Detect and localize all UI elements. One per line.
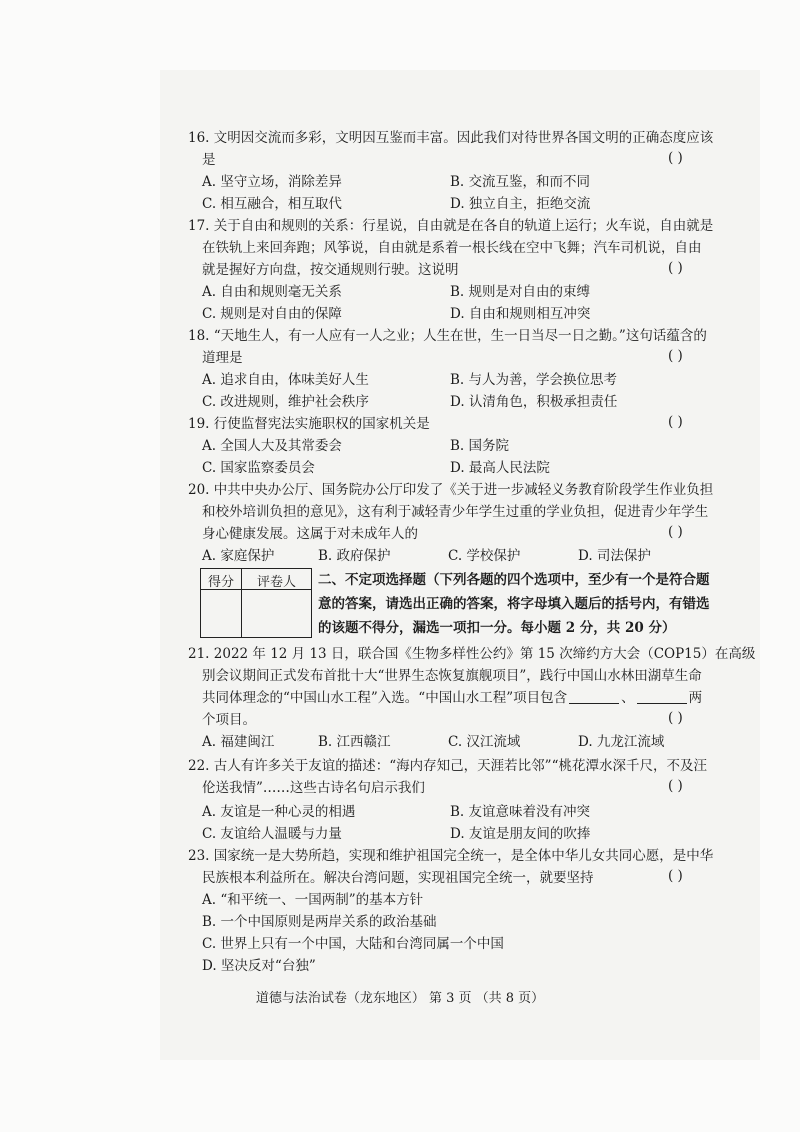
q21-option-c: C. 汉江流域 [448, 734, 521, 750]
q17-stem-line1: 17. 关于自由和规则的关系：行星说，自由就是在各自的轨道上运行；火车说，自由就是 [188, 218, 714, 234]
q23-option-b: B. 一个中国原则是两岸关系的政治基础 [202, 914, 437, 930]
q23-answer-paren: ( ) [668, 868, 683, 884]
q18-option-d: D. 认清角色，积极承担责任 [450, 394, 618, 410]
q23-stem-line2: 民族根本利益所在。解决台湾问题，实现祖国完全统一，就要坚持 [202, 870, 594, 886]
q19-option-d: D. 最高人民法院 [450, 460, 550, 476]
q19-option-a: A. 全国人大及其常委会 [202, 438, 342, 454]
q23-option-a: A. “和平统一、一国两制”的基本方针 [202, 892, 424, 908]
section2-line2: 意的答案，请选出正确的答案，将字母填入题后的括号内，有错选 [318, 596, 710, 612]
q23-stem-line1: 23. 国家统一是大势所趋，实现和维护祖国完全统一，是全体中华儿女共同心愿，是中华 [188, 848, 714, 864]
q18-stem-line1: 18. “天地生人，有一人应有一人之业；人生在世，生一日当尽一日之勤。”这句话蕴含的 [188, 328, 707, 344]
q16-answer-paren: ( ) [668, 150, 683, 166]
q16-stem-line1: 16. 文明因交流而多彩，文明因互鉴而丰富。因此我们对待世界各国文明的正确态度应该 [188, 130, 714, 146]
page-footer: 道德与法治试卷（龙东地区） 第 3 页 （共 8 页） [255, 991, 545, 1006]
q17-option-a: A. 自由和规则毫无关系 [202, 284, 342, 300]
q19-option-c: C. 国家监察委员会 [202, 460, 315, 476]
q22-option-a: A. 友谊是一种心灵的相遇 [202, 804, 356, 820]
q21-stem-line1: 21. 2022 年 12 月 13 日，联合国《生物多样性公约》第 15 次缔约方大会（COP15）在高级 [188, 646, 756, 662]
section2-instructions [318, 568, 728, 640]
q20-stem-line3: 身心健康发展。这属于对未成年人的 [202, 526, 418, 542]
q21-option-b: B. 江西赣江 [318, 734, 391, 750]
q16-option-a: A. 坚守立场，消除差异 [202, 174, 342, 190]
q21-blank-1 [569, 689, 619, 704]
q17-answer-paren: ( ) [668, 260, 683, 276]
q21-option-a: A. 福建闽江 [202, 734, 275, 750]
q20-option-d: D. 司法保护 [578, 548, 651, 564]
q17-option-d: D. 自由和规则相互冲突 [450, 306, 591, 322]
q20-option-c: C. 学校保护 [448, 548, 521, 564]
score-box [200, 568, 312, 638]
q16-option-d: D. 独立自主，拒绝交流 [450, 196, 591, 212]
score-label: 得分 [207, 575, 234, 590]
q21-stem-line2: 别会议期间正式发布首批十大“世界生态恢复旗舰项目”，践行中国山水林田湖草生命 [202, 668, 702, 684]
q17-stem-line3: 就是握好方向盘，按交通规则行驶。这说明 [202, 262, 459, 278]
q16-option-c: C. 相互融合，相互取代 [202, 196, 342, 212]
q21-line3-sep: 、 [621, 690, 635, 706]
q22-stem-line1: 22. 古人有许多关于友谊的描述：“海内存知己，天涯若比邻”“桃花潭水深千尺，不及汪 [188, 758, 707, 774]
q19-option-b: B. 国务院 [450, 438, 510, 454]
q18-stem-line2: 道理是 [202, 350, 243, 366]
q16-option-b: B. 交流互鉴，和而不同 [450, 174, 591, 190]
q19-answer-paren: ( ) [668, 414, 683, 430]
q18-option-a: A. 追求自由，体味美好人生 [202, 372, 369, 388]
q22-stem-line2: 伦送我情”……这些古诗名句启示我们 [202, 780, 425, 796]
q17-stem-line2: 在铁轨上来回奔跑；风筝说，自由就是系着一根长线在空中飞舞；汽车司机说，自由 [202, 240, 702, 256]
q21-line3-text: 共同体理念的“中国山水工程”入选。“中国山水工程”项目包含 [202, 690, 568, 706]
q21-blank-2 [637, 689, 687, 704]
q21-stem-line4: 个项目。 [202, 712, 256, 728]
q20-option-b: B. 政府保护 [318, 548, 391, 564]
q18-option-b: B. 与人为善，学会换位思考 [450, 372, 618, 388]
q20-option-a: A. 家庭保护 [202, 548, 275, 564]
q23-option-c: C. 世界上只有一个中国，大陆和台湾同属一个中国 [202, 936, 504, 952]
q21-answer-paren: ( ) [668, 710, 683, 726]
q22-option-c: C. 友谊给人温暖与力量 [202, 826, 342, 842]
q20-answer-paren: ( ) [668, 524, 683, 540]
q19-stem-line1: 19. 行使监督宪法实施职权的国家机关是 [188, 416, 430, 432]
section2-line1: 二、不定项选择题（下列各题的四个选项中，至少有一个是符合题 [318, 572, 710, 588]
grader-label: 评卷人 [256, 575, 296, 590]
q16-stem-line2: 是 [202, 152, 216, 168]
q20-stem-line2: 和校外培训负担的意见》，这有利于减轻青少年学生过重的学业负担，促进青少年学生 [202, 504, 709, 520]
q22-option-b: B. 友谊意味着没有冲突 [450, 804, 591, 820]
q23-option-d: D. 坚决反对“台独” [202, 958, 316, 974]
q17-option-c: C. 规则是对自由的保障 [202, 306, 342, 322]
section2-line3: 的该题不得分，漏选一项扣一分。每小题 2 分，共 20 分） [318, 620, 676, 636]
q21-stem-line3 [202, 688, 702, 708]
q20-stem-line1: 20. 中共中央办公厅、国务院办公厅印发了《关于进一步减轻义务教育阶段学生作业负担 [188, 482, 714, 498]
q21-line3-end: 两 [688, 690, 703, 706]
q17-option-b: B. 规则是对自由的束缚 [450, 284, 591, 300]
q22-answer-paren: ( ) [668, 778, 683, 794]
q22-option-d: D. 友谊是朋友间的吹捧 [450, 826, 591, 842]
q18-answer-paren: ( ) [668, 348, 683, 364]
q18-option-c: C. 改进规则，维护社会秩序 [202, 394, 369, 410]
q21-option-d: D. 九龙江流域 [578, 734, 665, 750]
